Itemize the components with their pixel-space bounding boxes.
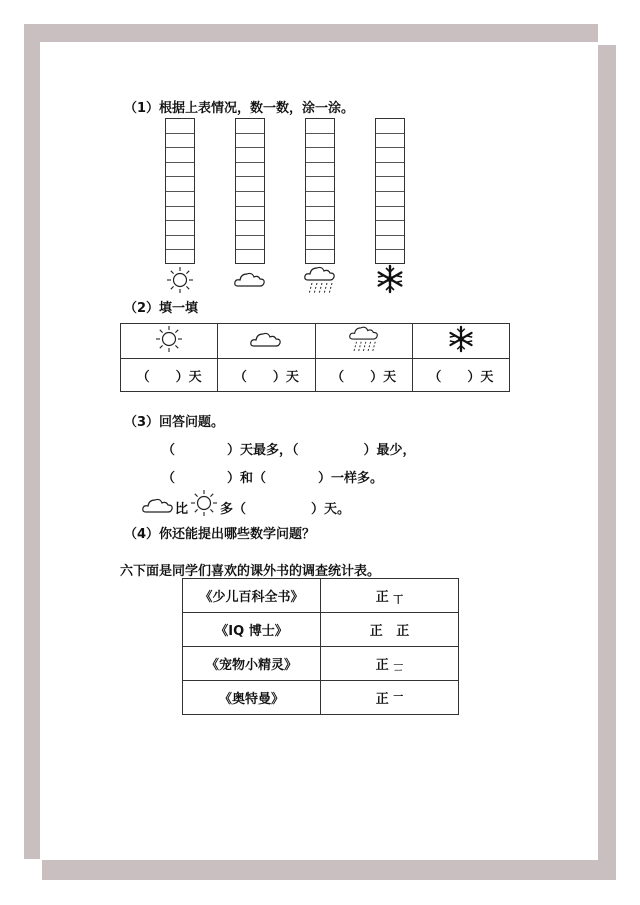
book-tally xyxy=(321,613,459,647)
bar-cell[interactable] xyxy=(306,221,334,236)
table-icon-cell-rainy xyxy=(315,324,412,359)
bar-cell[interactable] xyxy=(376,163,404,178)
sun-icon xyxy=(165,265,195,295)
snow-icon xyxy=(375,264,405,294)
bar-cell[interactable] xyxy=(236,207,264,222)
compare-word: 比 xyxy=(175,502,189,517)
bar-cell[interactable] xyxy=(166,207,194,222)
fill-blank-sunny[interactable]: （ ）天 xyxy=(121,359,218,392)
bar-cell[interactable] xyxy=(306,192,334,207)
table-row xyxy=(183,579,459,613)
question-3-line-3[interactable]: 多（ ）天。 xyxy=(220,502,351,517)
tally-extra: 一 xyxy=(393,692,404,703)
bar-cell[interactable] xyxy=(166,250,194,265)
fill-blank-snowy[interactable]: （ ）天 xyxy=(412,359,509,392)
book-tally xyxy=(321,681,459,715)
bar-cell[interactable] xyxy=(376,250,404,265)
question-2-title: （2）填一填 xyxy=(124,301,199,316)
weather-fill-table xyxy=(120,323,510,392)
bar-cell[interactable] xyxy=(376,207,404,222)
snow-icon xyxy=(447,325,475,353)
cloud-icon xyxy=(249,328,283,350)
bar-cell[interactable] xyxy=(306,148,334,163)
book-tally xyxy=(321,647,459,681)
table-row xyxy=(183,613,459,647)
sun-icon xyxy=(189,488,219,518)
bar-cell[interactable] xyxy=(306,250,334,265)
bar-cell[interactable] xyxy=(376,119,404,134)
book-name: 《宠物小精灵》 xyxy=(183,647,321,681)
question-1-title: （1）根据上表情况，数一数，涂一涂。 xyxy=(124,101,355,116)
bar-cell[interactable] xyxy=(236,221,264,236)
book-tally xyxy=(321,579,459,613)
question-6-title: 六下面是同学们喜欢的课外书的调查统计表。 xyxy=(120,564,381,579)
bar-cell[interactable] xyxy=(376,192,404,207)
bar-cell[interactable] xyxy=(376,134,404,149)
tally-extra: 丅 xyxy=(393,594,404,606)
bar-cell[interactable] xyxy=(306,163,334,178)
tally-extra: 𠄟 xyxy=(393,662,404,674)
bar-cell[interactable] xyxy=(166,163,194,178)
question-3-line-2[interactable]: （ ）和（ ）一样多。 xyxy=(162,471,384,486)
fill-blank-rainy[interactable]: （ ）天 xyxy=(315,359,412,392)
tally-extra: 正 xyxy=(396,624,410,639)
tally-main: 正 xyxy=(375,589,389,605)
table-row xyxy=(183,681,459,715)
bar-cell[interactable] xyxy=(166,119,194,134)
bar-cell[interactable] xyxy=(306,177,334,192)
fill-blank-cloudy[interactable]: （ ）天 xyxy=(218,359,315,392)
table-row xyxy=(183,647,459,681)
bar-cell[interactable] xyxy=(166,177,194,192)
bar-column-snowy[interactable] xyxy=(375,118,405,264)
question-4-title: （4）你还能提出哪些数学问题？ xyxy=(124,527,316,542)
tally-main: 正 xyxy=(375,657,389,673)
tally-main: 正 xyxy=(375,692,389,707)
bar-cell[interactable] xyxy=(376,177,404,192)
bar-cell[interactable] xyxy=(236,119,264,134)
rain-icon xyxy=(347,324,381,354)
bar-cell[interactable] xyxy=(306,119,334,134)
bar-column-sunny[interactable] xyxy=(165,118,195,264)
bar-cell[interactable] xyxy=(236,192,264,207)
bar-cell[interactable] xyxy=(236,250,264,265)
tally-main: 正 xyxy=(369,624,383,639)
book-survey-table xyxy=(182,578,459,715)
table-icon-cell-cloudy xyxy=(218,324,315,359)
bar-cell[interactable] xyxy=(236,163,264,178)
bar-cell[interactable] xyxy=(166,192,194,207)
bar-cell[interactable] xyxy=(376,236,404,251)
bar-cell[interactable] xyxy=(306,207,334,222)
bar-cell[interactable] xyxy=(236,134,264,149)
bar-cell[interactable] xyxy=(166,134,194,149)
table-icon-cell-sunny xyxy=(121,324,218,359)
table-icon-cell-snowy xyxy=(412,324,509,359)
book-name: 《少儿百科全书》 xyxy=(183,579,321,613)
cloud-icon xyxy=(233,268,267,290)
bar-cell[interactable] xyxy=(166,148,194,163)
bar-cell[interactable] xyxy=(306,236,334,251)
bar-cell[interactable] xyxy=(236,177,264,192)
bar-cell[interactable] xyxy=(376,221,404,236)
cloud-icon xyxy=(141,494,175,516)
bar-cell[interactable] xyxy=(166,221,194,236)
question-3-line-1[interactable]: （ ）天最多，（ ）最少， xyxy=(162,443,416,458)
book-name: 《IQ 博士》 xyxy=(183,613,321,647)
question-3-title: （3）回答问题。 xyxy=(124,415,225,430)
book-name: 《奥特曼》 xyxy=(183,681,321,715)
bar-cell[interactable] xyxy=(166,236,194,251)
bar-column-rainy[interactable] xyxy=(305,118,335,264)
bar-cell[interactable] xyxy=(236,148,264,163)
sun-icon xyxy=(154,324,184,354)
bar-cell[interactable] xyxy=(236,236,264,251)
bar-cell[interactable] xyxy=(376,148,404,163)
bar-column-cloudy[interactable] xyxy=(235,118,265,264)
bar-cell[interactable] xyxy=(306,134,334,149)
rain-icon xyxy=(303,264,337,296)
